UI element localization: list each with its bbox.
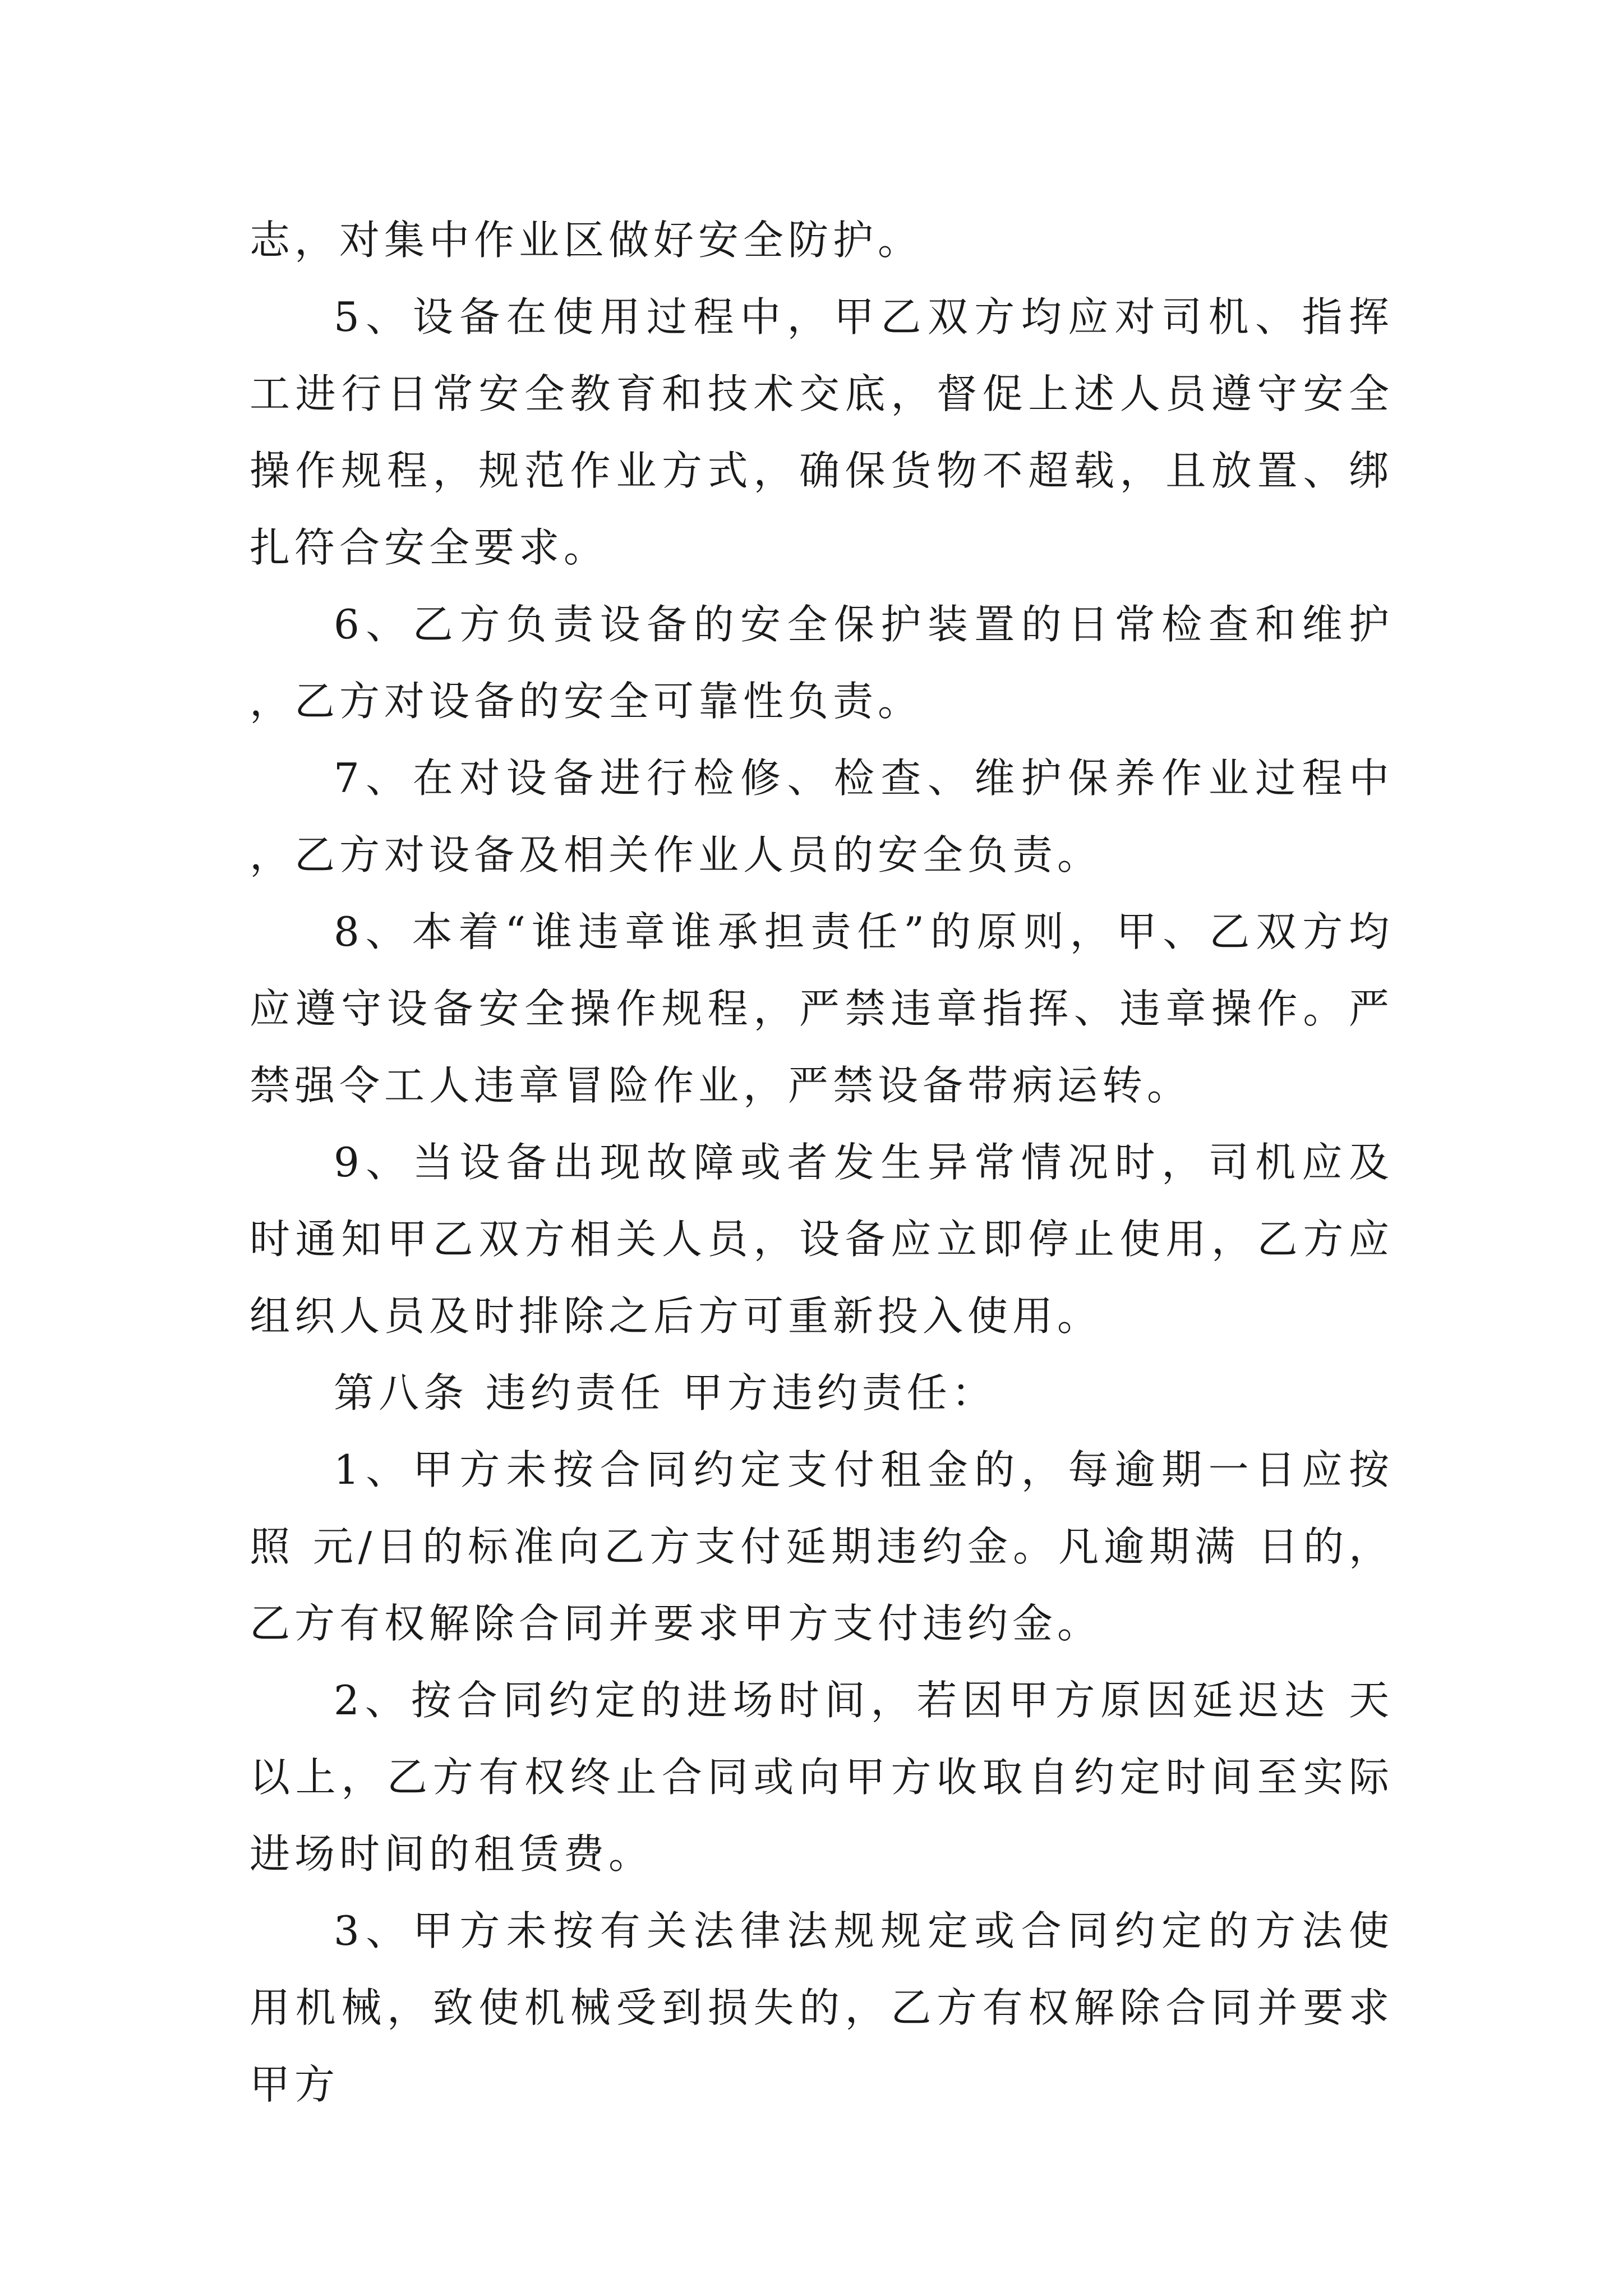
paragraph: 9、当设备出现故障或者发生异常情况时，司机应及时通知甲乙双方相关人员，设备应立即停止使用，乙方应组织人员及时排除之后方可重新投入使用。 — [250, 1139, 1394, 1340]
section-heading: 第八条 违约责任 甲方违约责任： — [334, 1369, 997, 1416]
paragraph: 3、甲方未按有关法律法规规定或合同约定的方法使用机械，致使机械受到损失的，乙方有权解除合同并要求甲方 — [250, 1907, 1394, 2108]
paragraph: 1、甲方未按合同约定支付租金的，每逾期一日应按照 元/日的标准向乙方支付延期违约金。凡逾期满 日的，乙方有权解除合同并要求甲方支付违约金。 — [250, 1446, 1394, 1647]
paragraph: 2、按合同约定的进场时间，若因甲方原因延迟达 天以上，乙方有权终止合同或向甲方收取自约定时间至实际进场时间的租赁费。 — [250, 1677, 1394, 1878]
paragraph: 7、在对设备进行检修、检查、维护保养作业过程中，乙方对设备及相关作业人员的安全负责。 — [250, 754, 1394, 878]
document-body — [250, 202, 1394, 2123]
paragraph: 8、本着“谁违章谁承担责任”的原则，甲、乙双方均应遵守设备安全操作规程，严禁违章指挥、违章操作。严禁强令工人违章冒险作业，严禁设备带病运转。 — [250, 908, 1394, 1109]
paragraph: 志，对集中作业区做好安全防护。 — [250, 217, 923, 264]
paragraph: 6、乙方负责设备的安全保护装置的日常检查和维护，乙方对设备的安全可靠性负责。 — [250, 601, 1394, 725]
paragraph: 5、设备在使用过程中，甲乙双方均应对司机、指挥工进行日常安全教育和技术交底，督促上述人员遵守安全操作规程，规范作业方式，确保货物不超载，且放置、绑扎符合安全要求。 — [250, 293, 1394, 571]
